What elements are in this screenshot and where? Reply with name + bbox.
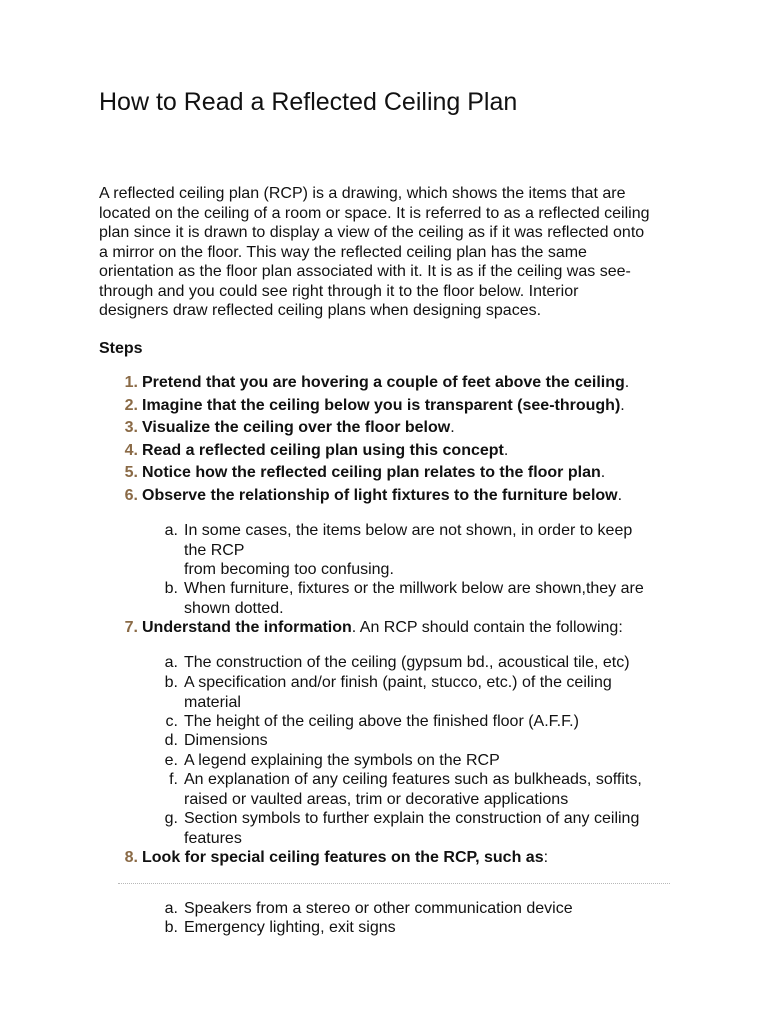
step-bold-text: Visualize the ceiling over the floor below bbox=[142, 419, 451, 436]
sub-item-letter: f. bbox=[169, 771, 178, 788]
step-number: 2. bbox=[124, 397, 138, 414]
sub-item-text: When furniture, fixtures or the millwork below are shown,they are shown dotted. bbox=[184, 580, 644, 617]
step-number: 7. bbox=[124, 619, 138, 636]
step-trailing-text: . bbox=[450, 419, 455, 436]
sub-item-text: An explanation of any ceiling features such as bulkheads, soffits, raised or vaulted areas, trim or decorative applications bbox=[184, 771, 642, 808]
sub-item-letter: g. bbox=[164, 810, 178, 827]
step-trailing-text: . bbox=[600, 464, 606, 481]
step-trailing-text: . An RCP should contain the following: bbox=[351, 619, 623, 636]
step-bold-text: Observe the relationship of light fixtures to the furniture below bbox=[142, 487, 618, 504]
sub-item-letter: b. bbox=[164, 919, 178, 936]
sub-item-text: The height of the ceiling above the finished floor (A.F.F.) bbox=[184, 713, 579, 730]
step-item bbox=[142, 463, 605, 483]
step-trailing-text: . bbox=[624, 374, 630, 391]
sub-item-text: Section symbols to further explain the construction of any ceiling features bbox=[184, 810, 640, 847]
page-title: How to Read a Reflected Ceiling Plan bbox=[99, 88, 518, 116]
intro-paragraph: A reflected ceiling plan (RCP) is a drawing, which shows the items that are located on the ceiling of a room or space. It is referred to as a reflected ceiling plan since it is drawn to display a view of the ceiling as if it was reflected onto a mirror on the floor. This way the reflected ceiling plan has the same orientation as the floor plan associated with it. It is as if the ceiling was see- through and you could see right through it to the floor below. Interior designers draw reflected ceiling plans when designing spaces. bbox=[99, 185, 650, 319]
step-number: 8. bbox=[124, 849, 138, 866]
sub-item-text: A specification and/or finish (paint, stucco, etc.) of the ceiling material bbox=[184, 674, 612, 711]
sub-item-letter: e. bbox=[164, 752, 178, 769]
step-bold-text: Read a reflected ceiling plan using this concept bbox=[142, 442, 504, 459]
step-item bbox=[142, 396, 625, 416]
step-bold-text: Look for special ceiling features on the RCP, such as bbox=[142, 849, 544, 866]
sub-item-text: Speakers from a stereo or other communication device bbox=[184, 900, 573, 917]
step-bold-text: Pretend that you are hovering a couple of feet above the ceiling bbox=[142, 374, 625, 391]
step-item bbox=[142, 418, 455, 438]
step-trailing-text: . bbox=[617, 487, 623, 504]
step-trailing-text: . bbox=[503, 442, 509, 459]
sub-item-letter: c. bbox=[165, 713, 178, 730]
sub-item-letter: a. bbox=[164, 522, 178, 539]
sub-item-text: Dimensions bbox=[184, 732, 268, 749]
step-trailing-text: . bbox=[620, 397, 625, 414]
sub-item-text: Emergency lighting, exit signs bbox=[184, 919, 396, 936]
sub-item-letter: a. bbox=[164, 654, 178, 671]
step-item bbox=[142, 441, 508, 461]
step-item bbox=[142, 618, 623, 638]
step-item bbox=[142, 373, 629, 393]
step-number: 3. bbox=[124, 419, 138, 436]
sub-item-letter: b. bbox=[164, 580, 178, 597]
step-bold-text: Imagine that the ceiling below you is transparent (see-through) bbox=[142, 397, 621, 414]
step-item bbox=[142, 486, 622, 506]
step-number: 6. bbox=[124, 487, 138, 504]
sub-item-letter: a. bbox=[164, 900, 178, 917]
step-bold-text: Notice how the reflected ceiling plan relates to the floor plan bbox=[142, 464, 601, 481]
sub-item-text: In some cases, the items below are not shown, in order to keep the RCP from becoming too confusing. bbox=[184, 522, 633, 578]
sub-item-text: The construction of the ceiling (gypsum bd., acoustical tile, etc) bbox=[184, 654, 630, 671]
sub-item-text: A legend explaining the symbols on the RCP bbox=[184, 752, 500, 769]
sub-item-letter: d. bbox=[164, 732, 178, 749]
dotted-divider bbox=[118, 883, 670, 884]
step-number: 1. bbox=[124, 374, 138, 391]
step-number: 4. bbox=[124, 442, 138, 459]
step-trailing-text: : bbox=[543, 849, 549, 866]
step-item bbox=[142, 848, 548, 868]
sub-item-letter: b. bbox=[164, 674, 178, 691]
steps-heading: Steps bbox=[99, 340, 143, 357]
step-number: 5. bbox=[124, 464, 138, 481]
step-bold-text: Understand the information bbox=[142, 619, 352, 636]
